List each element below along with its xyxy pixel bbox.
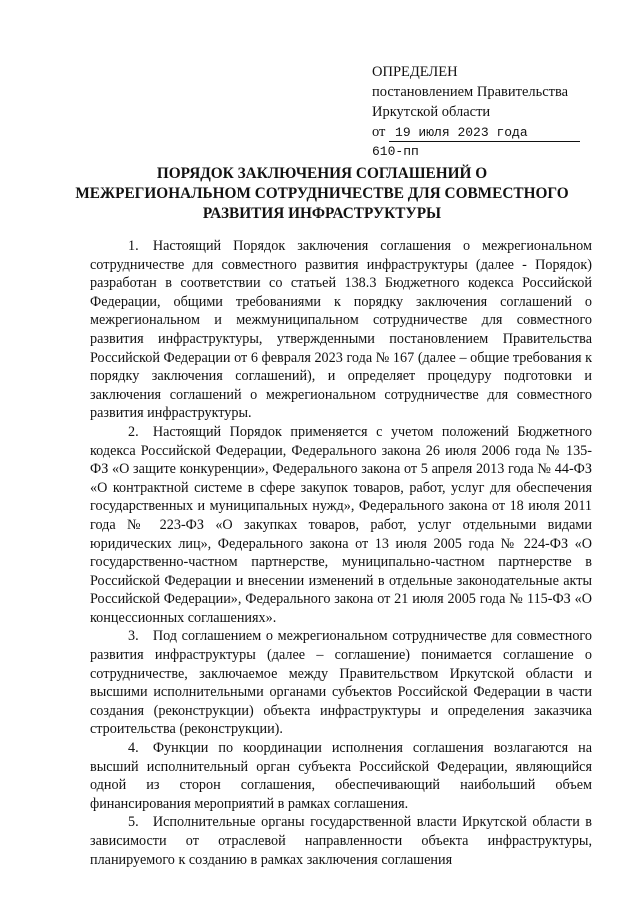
paragraph-5: 5. Исполнительные органы государственной власти Иркутской области в зависимости от отраслевой направленности объекта инфраструктуры, планируемого к созданию в рамках заключения соглашения: [90, 814, 592, 868]
title-line-1: ПОРЯДОК ЗАКЛЮЧЕНИЯ СОГЛАШЕНИЙ О: [156, 165, 488, 182]
approval-line-2: постановлением Правительства: [372, 84, 569, 100]
approval-stamp: [372, 62, 604, 162]
paragraph-1: 1. Настоящий Порядок заключения соглашения о межрегиональном сотрудничестве для совместного развития инфраструктуры (далее - Порядок) разработан в соответствии со статьей 138.3 Бюджетного кодекса Российской Федерации, общими требованиями к порядку заключения соглашений о межрегиональном и межмуниципальном сотрудничестве для совместного развития инфраструктуры, утвержденными постановлением Правительства Российской Федерации от 6 февраля 2023 года № 167 (далее – общие требования к порядку заключения соглашений), и определяет процедуру подготовки и заключения соглашений о межрегиональном сотрудничестве для совместного развития инфраструктуры.: [90, 238, 592, 422]
document-body: [90, 237, 592, 869]
approval-date-row: [372, 122, 604, 142]
approval-date: 19 июля 2023 года: [389, 124, 580, 142]
document-title: [72, 164, 572, 224]
title-line-3: РАЗВИТИЯ ИНФРАСТРУКТУРЫ: [202, 205, 442, 222]
paragraph-3: 3. Под соглашением о межрегиональном сотрудничестве для совместного развития инфраструктуры (далее – соглашение) понимается соглашение о сотрудничестве, заключаемое между Правительством Иркутской области и высшими исполнительными органами субъектов Российской Федерации в части создания (реконструкции) объекта инфраструктуры и определения заказчика строительства (реконструкции).: [90, 628, 592, 738]
paragraph-2: 2. Настоящий Порядок применяется с учетом положений Бюджетного кодекса Российской Федерации, Федерального закона 26 июля 2006 года № 135-ФЗ «О защите конкуренции», Федерального закона от 5 апреля 2013 года № 44-ФЗ «О контрактной системе в сфере закупок товаров, работ, услуг для обеспечения государственных и муниципальных нужд», Федерального закона от 18 июля 2011 года № 223-ФЗ «О закупках товаров, работ, услуг отдельными видами юридических лиц», Федерального закона от 13 июля 2005 года № 224-ФЗ «О государственно-частном партнерстве, муниципально-частном партнерстве в Российской Федерации и внесении изменений в отдельные законодательные акты Российской Федерации», Федерального закона от 21 июля 2005 года № 115-ФЗ «О концессионных соглашениях».: [90, 423, 592, 626]
approval-number: 610-пп: [372, 144, 419, 159]
approval-line-3: Иркутской области: [372, 104, 491, 120]
paragraph-4: 4. Функции по координации исполнения соглашения возлагаются на высший исполнительный орган субъекта Российской Федерации, являющийся одной из сторон соглашения, обеспечивающий наибольший объем финансирования мероприятий в рамках соглашения.: [90, 740, 592, 812]
approval-date-prefix: от: [372, 124, 386, 140]
title-line-2: МЕЖРЕГИОНАЛЬНОМ СОТРУДНИЧЕСТВЕ ДЛЯ СОВМЕСТНОГО: [75, 185, 569, 202]
approval-line-1: ОПРЕДЕЛЕН: [372, 64, 458, 80]
